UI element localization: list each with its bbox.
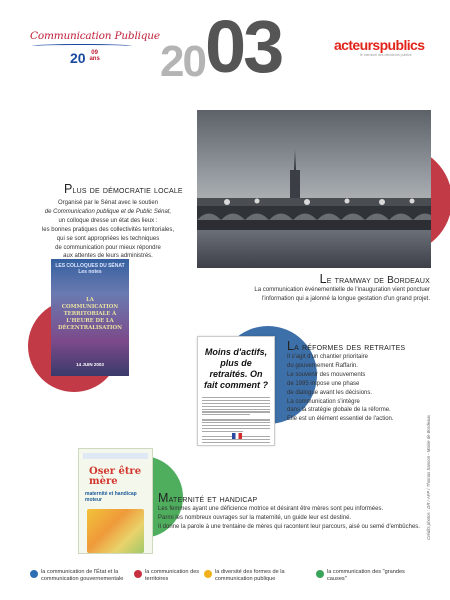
- section-title-retraites: La réformes des retraites: [287, 339, 406, 353]
- logo-swoosh: [32, 44, 132, 48]
- logo-badge-number: 20: [70, 50, 86, 66]
- legend-text-grandes-causes: la communication des "grandes causes": [327, 569, 405, 582]
- section-text-maternite: Les femmes ayant une déficience motrice et désirant être mères sont peu informées. Parmi les nombreux ouvrages sur la maternité, un guide leur est destiné. Il donne la parole à une trentaine de mères qui racontent leur parcours, aisé ou semé d'embûches.: [158, 506, 420, 530]
- logo-badge: [70, 50, 100, 66]
- retraites-document: [197, 336, 275, 446]
- acteurs-publics-logo: acteurspublics: [334, 37, 425, 53]
- book-cover-subtitle: maternité et handicap moteur: [85, 491, 137, 503]
- legend-dot-blue: [30, 570, 38, 578]
- legend-text-diversite: la diversité des formes de la communication publique: [215, 569, 285, 582]
- section-title-tramway: Le tramway de Bordeaux: [319, 272, 430, 286]
- legend: [30, 568, 430, 594]
- book-date: 14 JUIN 2003: [76, 362, 104, 367]
- colloque-senat-book-cover: [51, 259, 129, 376]
- logo-script-text: Communication Publique: [30, 30, 160, 42]
- legend-text-etat: la communication de l'État et la communication gouvernementale: [41, 569, 124, 582]
- section-title-democratie: Plus de démocratie locale: [64, 182, 183, 196]
- photo-credits: Crédits photos : DR / AFP / Thomas Sanson - Mairie de Bordeaux: [426, 414, 431, 540]
- book-sub: Les notes: [78, 269, 102, 275]
- communication-publique-logo: [30, 30, 160, 78]
- book-cover-illustration: [87, 509, 144, 553]
- section-text-retraites: Il s'agit d'un chantier prioritaire du gouvernement Raffarin. Le souvenir des mouvements de 1995 impose une phase de dialogue avant les décisions. La communication s'intègre dans la stratégie globale de la réforme. Elle est un élément essentiel de l'action.: [287, 354, 394, 423]
- legend-dot-red: [134, 570, 142, 578]
- legend-dot-yellow: [204, 570, 212, 578]
- bridge-photo-illustration: [197, 110, 431, 268]
- section-title-maternite: Maternité et handicap: [158, 491, 258, 505]
- legend-text-territoires: la communication des territoires: [145, 569, 200, 582]
- republique-francaise-mark: [232, 433, 242, 439]
- bordeaux-bridge-photo: [197, 110, 431, 268]
- year-light: 20: [160, 37, 205, 86]
- book-cover-title: Oser être mère: [89, 466, 142, 487]
- legend-dot-green: [316, 570, 324, 578]
- logo-badge-sup: 09 ans: [89, 50, 100, 62]
- oser-etre-mere-book-cover: [78, 448, 153, 554]
- retraites-doc-title: Moins d'actifs, plus de retraités. On fait comment ?: [203, 347, 268, 390]
- acteurs-publics-tagline: le mensuel des décideurs publics: [360, 53, 412, 57]
- section-text-democratie: Organisé par le Sénat avec le soutien de Communication publique et de Public Sénat, un colloque dresse un état des lieux : les bonnes pratiques des collectivités territoriales, qui se sont appropriées les techniques de communication pour mieux répondre aux attentes de leurs administrés.: [41, 200, 175, 260]
- book-title: LA COMMUNICATION TERRITORIALE À L'HEURE DE LA DÉCENTRALISATION: [58, 297, 122, 331]
- section-text-tramway: La communication événementielle de l'inauguration vient ponctuer l'information qui a jalonné la longue gestation d'un grand projet.: [254, 287, 430, 302]
- book-cover-header-bar: [83, 453, 148, 459]
- year-heading: [160, 5, 282, 90]
- year-dark: 03: [204, 5, 282, 88]
- book-header: LES COLLOQUES DU SÉNAT: [55, 263, 125, 269]
